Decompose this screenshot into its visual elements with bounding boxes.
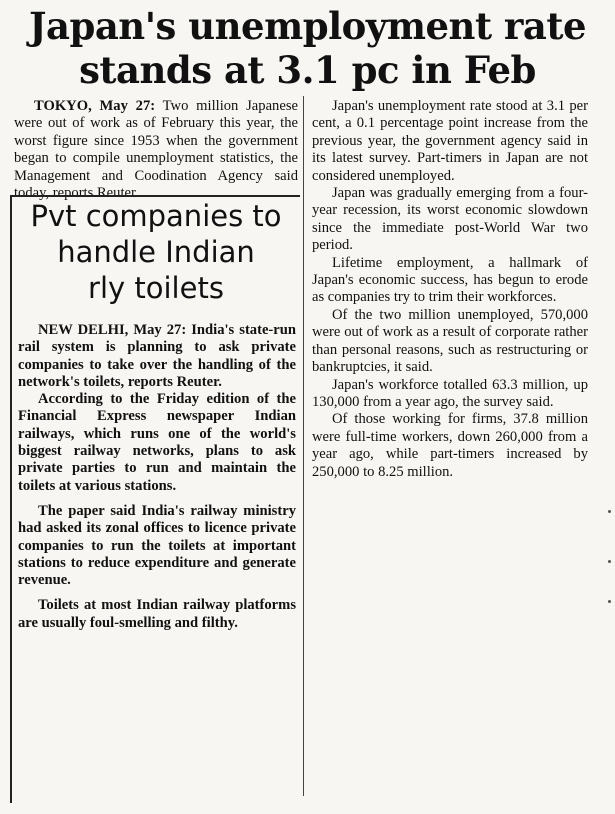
sub-paragraph: The paper said India's railway ministry had asked its zonal offices to licence private companies to run the toilets at important stations to reduce expenditure and generate revenue.	[18, 502, 296, 589]
main-paragraph: Japan's unemployment rate stood at 3.1 per cent, a 0.1 percentage point increase from the previous year, the government agency said in its latest survey. Part-timers in Japan are not considered unemployed.	[312, 98, 588, 184]
main-dateline: TOKYO, May 27:	[34, 98, 156, 114]
main-headline-line-2: stands at 3.1 pc in Feb	[79, 48, 536, 92]
sub-headline-line-1: Pvt companies to	[30, 199, 282, 233]
sub-headline-line-2: handle Indian	[57, 235, 255, 269]
main-article-continued	[312, 98, 588, 481]
sub-lead-text: India's state-run rail system is planning to ask private companies to take over the handling of the network's toilets, reports Reuter.	[18, 322, 297, 390]
main-article-lead	[14, 98, 298, 202]
main-headline-line-1: Japan's unemployment rate	[28, 4, 587, 48]
sub-paragraph: According to the Friday edition of the Financial Express newspaper Indian railways, which runs one of the world's biggest railway networks, plans to ask private parties to run and maintain the toilets at various stations.	[18, 391, 296, 494]
main-paragraph: Of the two million unemployed, 570,000 were out of work as a result of corporate rather than personal reasons, such as restructuring or bankruptcies, it said.	[312, 306, 588, 376]
print-speck	[608, 510, 611, 513]
main-headline	[0, 0, 615, 92]
main-lead-text: Two million Japanese were out of work as of February this year, the worst figure since 1953 when the government began to compile unemployment statistics, the Management and Coodination Agency said today, reports Reuter.	[14, 98, 298, 202]
main-article-lead-paragraph	[14, 98, 298, 202]
main-paragraph: Of those working for firms, 37.8 million were full-time workers, down 260,000 from a year ago, while part-timers increased by 250,000 to 8.25 million.	[312, 411, 588, 480]
column-divider	[303, 96, 304, 796]
main-paragraph: Japan was gradually emerging from a four-year recession, its worst economic slowdown since the immediate post-World War two period.	[312, 185, 588, 254]
sub-paragraph: Toilets at most Indian railway platforms are usually foul-smelling and filthy.	[18, 597, 296, 631]
sub-headline-line-3: rly toilets	[88, 271, 224, 305]
sub-headline	[14, 198, 298, 306]
print-speck	[608, 560, 611, 563]
sub-article-body	[18, 322, 296, 640]
main-paragraph: Japan's workforce totalled 63.3 million, up 130,000 from a year ago, the survey said.	[312, 376, 588, 410]
main-paragraph: Lifetime employment, a hallmark of Japan's economic success, has begun to erode as companies try to trim their workforces.	[312, 254, 588, 306]
sub-lead-paragraph	[18, 322, 296, 391]
print-speck	[608, 600, 611, 603]
sub-dateline: NEW DELHI, May 27:	[38, 322, 187, 338]
